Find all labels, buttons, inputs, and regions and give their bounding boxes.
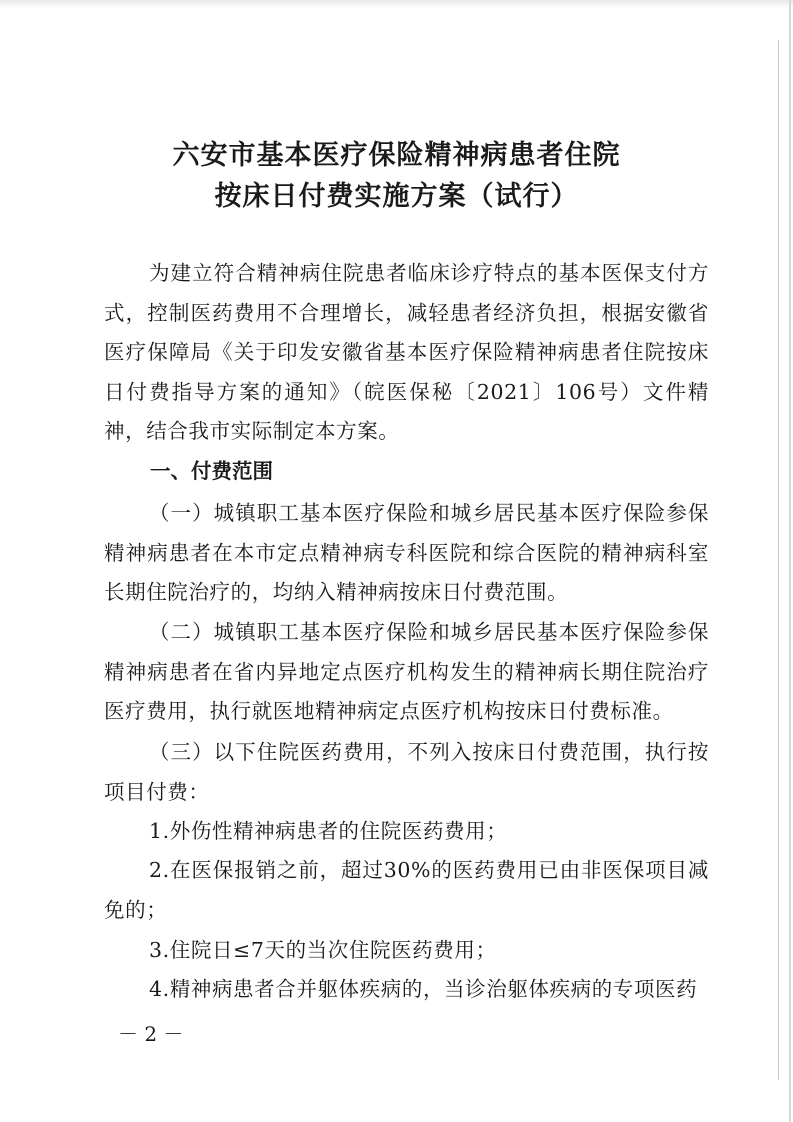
sub-item-4: 4.精神病患者合并躯体疾病的，当诊治躯体疾病的专项医药	[149, 977, 698, 1001]
document-title-line2: 按床日付费实施方案（试行）	[214, 181, 579, 212]
clause-2: （二）城镇职工基本医疗保险和城乡居民基本医疗保险参保精神病患者在省内异地定点医疗机构发生的精神病长期住院治疗医疗费用，执行就医地精神病定点医疗机构按床日付费标准。	[104, 620, 709, 723]
sub-item-3: 3.住院日≤7天的当次住院医药费用；	[149, 938, 497, 962]
page-number: － 2 －	[118, 1022, 184, 1046]
sub-item-1: 1.外伤性精神病患者的住院医药费用；	[149, 819, 508, 843]
clause-3: （三）以下住院医药费用，不列入按床日付费范围，执行按项目付费：	[104, 740, 709, 804]
section-heading: 一、付费范围	[150, 459, 273, 483]
clause-1: （一）城镇职工基本医疗保险和城乡居民基本医疗保险参保精神病患者在本市定点精神病专科医院和综合医院的精神病科室长期住院治疗的，均纳入精神病按床日付费范围。	[104, 501, 709, 604]
document-title-line1: 六安市基本医疗保险精神病患者住院	[172, 140, 621, 171]
scan-edge-top	[0, 0, 793, 8]
sub-item-2: 2.在医保报销之前，超过30%的医药费用已由非医保项目减免的；	[104, 858, 709, 922]
intro-paragraph: 为建立符合精神病住院患者临床诊疗特点的基本医保支付方式，控制医药费用不合理增长，减轻患者经济负担，根据安徽省医疗保障局《关于印发安徽省基本医疗保险精神病患者住院按床日付费指导方案的通知》（皖医保秘〔2021〕106号）文件精神，结合我市实际制定本方案。	[104, 261, 709, 443]
